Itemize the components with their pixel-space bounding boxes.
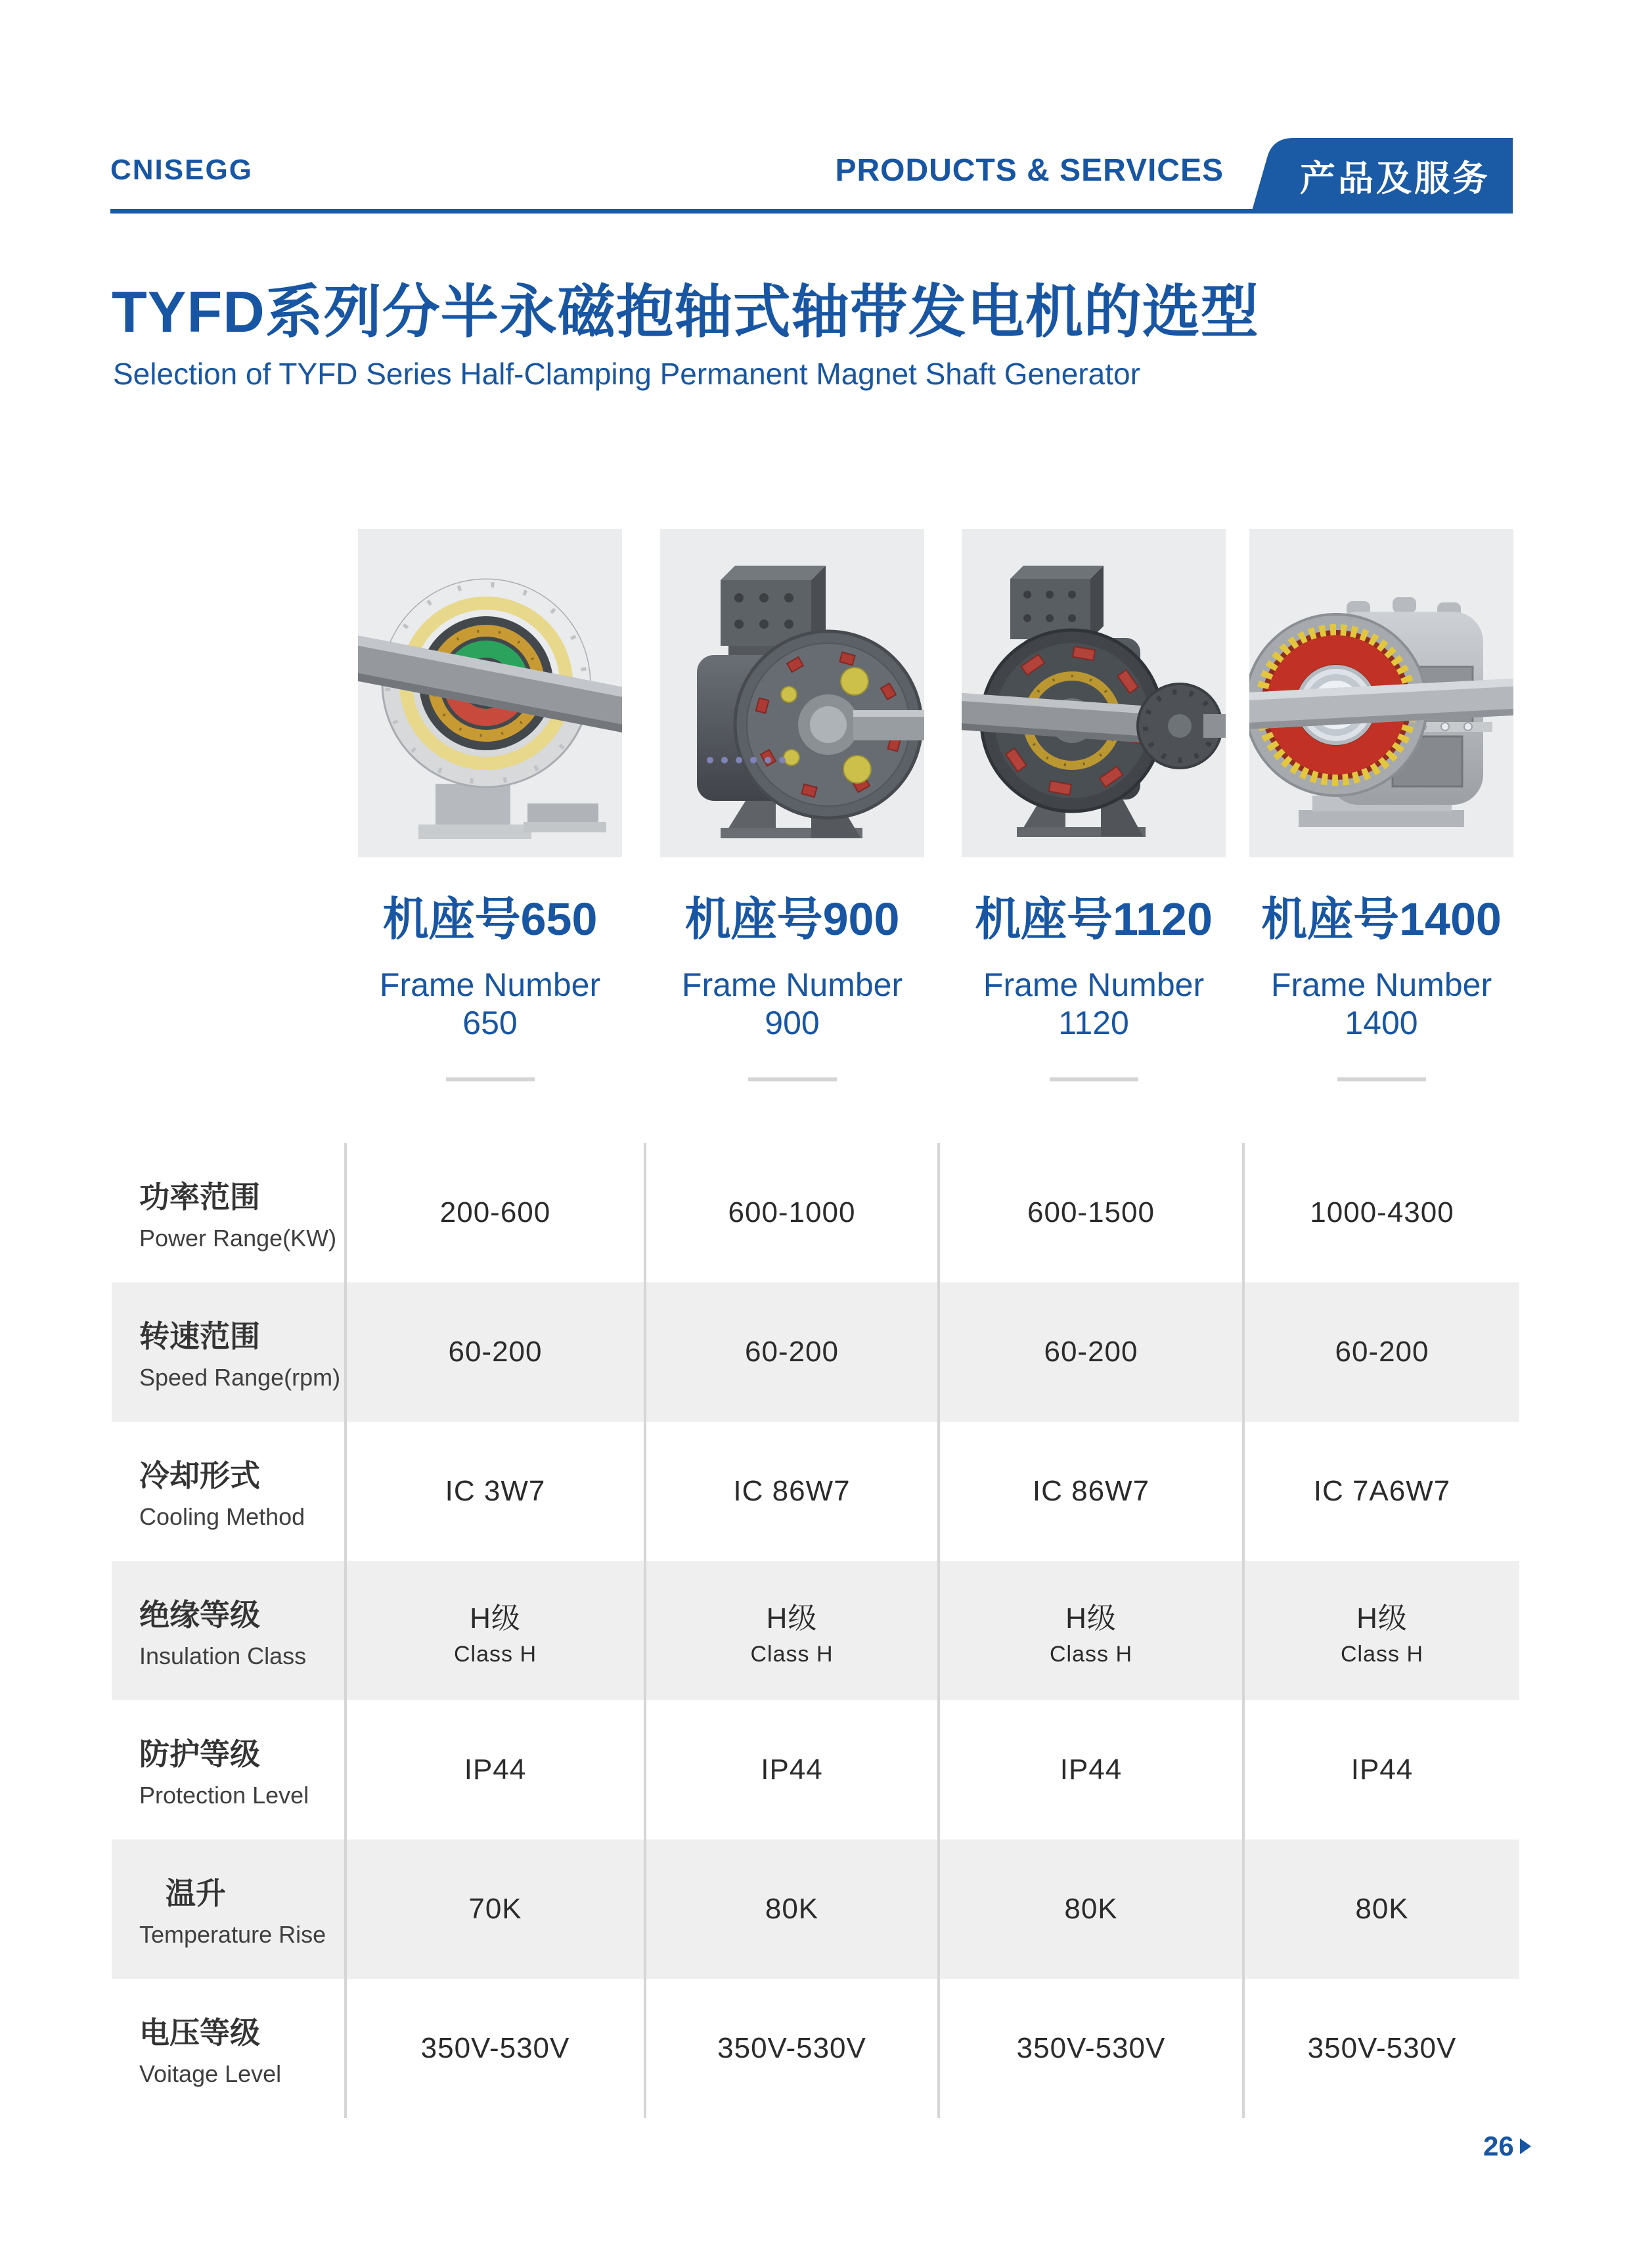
table-cell [1242,1422,1519,1561]
table-cell [344,1422,644,1561]
frame-caption-zh: 机座号650 [382,893,598,945]
brand-logo-text: CNISEGG [110,154,253,186]
table-cell [937,1143,1242,1282]
row-label-zh: 温升 [166,1876,226,1910]
cell-value: H级 [1065,1602,1117,1635]
frame-caption-en [358,966,622,1042]
table-cell [937,1561,1242,1700]
cell-value: 70K [468,1893,522,1925]
row-label-zh: 功率范围 [139,1180,260,1214]
cell-value: 350V-530V [1016,2032,1166,2064]
table-cell [644,1979,937,2118]
product-card-1120 [962,529,1226,1081]
table-row-power-range [112,1143,1519,1282]
cell-value: 350V-530V [717,2032,866,2064]
table-cell [1242,1700,1519,1840]
cell-subvalue: Class H [1049,1641,1133,1667]
table-cell [1242,1979,1519,2118]
cell-value: 60-200 [448,1336,543,1368]
row-label-en: Power Range(KW) [139,1225,337,1252]
frame-caption-en [1249,966,1513,1042]
cell-value: 60-200 [1335,1336,1429,1368]
caption-dash [446,1077,535,1081]
cell-subvalue: Class H [750,1641,834,1667]
table-row-insulation-class [112,1561,1519,1700]
table-cell [1242,1282,1519,1422]
cell-value: H级 [470,1602,521,1635]
cell-value: IP44 [1060,1753,1123,1786]
table-cell [644,1282,937,1422]
next-page-arrow-icon [1520,2138,1531,2154]
row-label-en: Cooling Method [139,1503,305,1530]
table-cell [644,1561,937,1700]
section-title-en: PRODUCTS & SERVICES [835,153,1224,188]
generator-image-1400 [1249,529,1513,857]
table-cell [1242,1143,1519,1282]
cell-value: 600-1500 [1027,1196,1155,1229]
cell-value: IC 86W7 [733,1475,851,1507]
product-card-650 [358,529,622,1081]
table-row-temperature-rise [112,1840,1519,1979]
product-card-900 [660,529,924,1081]
table-cell [937,1979,1242,2118]
generator-image-650 [358,529,622,857]
table-cell [344,1143,644,1282]
page-number [1483,2131,1531,2162]
frame-caption-en-line1: Frame Number [681,966,903,1003]
row-label [112,1840,344,1979]
row-label-zh: 转速范围 [139,1319,260,1353]
cell-value: 60-200 [1044,1336,1138,1368]
table-cell [1242,1561,1519,1700]
row-label [112,1979,344,2118]
cell-subvalue: Class H [453,1641,537,1667]
row-label [112,1422,344,1561]
table-cell [937,1282,1242,1422]
row-label-en: Speed Range(rpm) [139,1364,341,1391]
table-cell [344,1561,644,1700]
caption-dash [748,1077,837,1081]
row-label-zh: 防护等级 [139,1737,260,1771]
table-cell [937,1700,1242,1840]
frame-caption-zh: 机座号1400 [1261,893,1502,945]
cell-value: 200-600 [439,1196,551,1229]
frame-caption-en [962,966,1226,1042]
generator-image-900 [660,529,924,857]
frame-caption-en-line2: 650 [462,1005,518,1041]
table-cell [937,1840,1242,1979]
cell-value: 60-200 [744,1336,839,1368]
page-title-zh: TYFD系列分半永磁抱轴式轴带发电机的选型 [112,279,1259,344]
table-row-protection-level [112,1700,1519,1840]
table-cell [344,1979,644,2118]
header-rule [110,209,1513,214]
product-card-1400 [1249,529,1513,1081]
cell-value: 350V-530V [420,2032,570,2064]
cell-value: IC 3W7 [445,1475,546,1507]
cell-value: IP44 [464,1753,527,1786]
cell-value: IP44 [761,1753,823,1786]
table-cell [644,1143,937,1282]
table-cell [644,1840,937,1979]
section-badge [1251,138,1513,213]
row-label-en: Temperature Rise [139,1921,326,1948]
row-label-zh: 电压等级 [139,2016,260,2050]
page-title-en: Selection of TYFD Series Half-Clamping Permanent Magnet Shaft Generator [113,357,1140,391]
row-label-zh: 绝缘等级 [139,1598,260,1632]
caption-dash [1337,1077,1426,1081]
table-cell [644,1422,937,1561]
cell-value: IP44 [1351,1753,1414,1786]
row-label [112,1561,344,1700]
caption-dash [1050,1077,1138,1081]
frame-caption-en-line2: 1120 [1058,1005,1129,1041]
frame-caption-en-line1: Frame Number [379,966,601,1003]
frame-caption-en-line1: Frame Number [983,966,1205,1003]
table-cell [1242,1840,1519,1979]
frame-caption-en-line2: 900 [765,1005,820,1041]
cell-value: 80K [765,1893,819,1925]
row-label [112,1700,344,1840]
row-label-en: Protection Level [139,1782,309,1809]
cell-value: IC 7A6W7 [1313,1475,1451,1507]
cell-value: 350V-530V [1307,2032,1457,2064]
cell-value: 600-1000 [728,1196,856,1229]
row-label [112,1143,344,1282]
frame-caption-en-line1: Frame Number [1270,966,1492,1003]
frame-caption-en-line2: 1400 [1345,1005,1418,1041]
cell-value: 80K [1064,1893,1118,1925]
section-title-zh: 产品及服务 [1300,158,1490,198]
row-label-zh: 冷却形式 [139,1458,260,1493]
table-cell [344,1282,644,1422]
page-number-value: 26 [1483,2131,1514,2161]
table-cell [937,1422,1242,1561]
frame-caption-en [660,966,924,1042]
cell-subvalue: Class H [1340,1641,1424,1667]
table-cell [344,1700,644,1840]
table-cell [344,1840,644,1979]
row-label [112,1282,344,1422]
cell-value: H级 [766,1602,818,1635]
cell-value: 1000-4300 [1310,1196,1454,1229]
table-row-speed-range [112,1282,1519,1422]
spec-table [112,1143,1519,2118]
cell-value: 80K [1355,1893,1409,1925]
row-label-en: Insulation Class [139,1642,307,1669]
table-row-cooling-method [112,1422,1519,1561]
cell-value: H级 [1356,1602,1408,1635]
table-cell [644,1700,937,1840]
cell-value: IC 86W7 [1032,1475,1150,1507]
table-row-voltage-level [112,1979,1519,2118]
row-label-en: Voitage Level [139,2060,282,2087]
generator-image-1120 [962,529,1226,857]
frame-caption-zh: 机座号1120 [975,893,1213,945]
frame-caption-zh: 机座号900 [684,893,900,945]
